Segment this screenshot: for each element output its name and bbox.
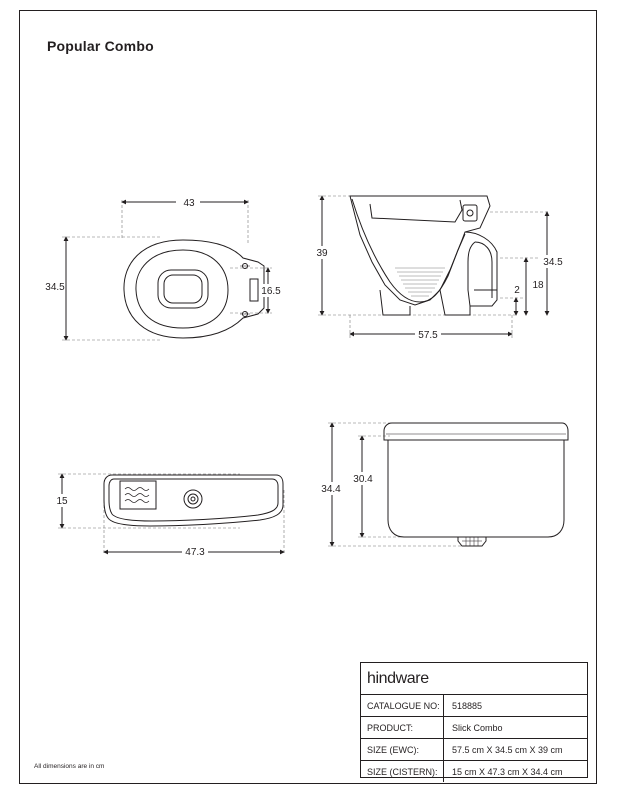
title-block-row (361, 761, 587, 782)
dim-cistern-depth: 15 (56, 496, 68, 507)
ewc-top-dimensions (45, 195, 282, 297)
dimensions-note: All dimensions are in cm (34, 763, 105, 770)
ewc-top-view (62, 200, 272, 340)
title-block-row (361, 695, 587, 717)
dim-cistern-inner: 30.4 (353, 474, 373, 485)
row-value: 57.5 cm X 34.5 cm X 39 cm (452, 744, 563, 755)
dim-top-outlet: 16.5 (261, 286, 281, 297)
dim-side-outlet-low: 18 (532, 280, 544, 291)
title-block-row (361, 739, 587, 761)
row-label: SIZE (EWC): (361, 739, 444, 760)
row-value: 518885 (452, 700, 483, 711)
dim-cistern-width: 47.3 (185, 547, 205, 558)
dim-top-width: 43 (183, 198, 195, 209)
ewc-side-dimensions (314, 246, 566, 341)
dim-top-depth: 34.5 (45, 282, 65, 293)
row-value: Slick Combo (452, 722, 503, 733)
dim-side-outlet-height: 34.5 (543, 257, 563, 268)
dim-side-height: 39 (316, 248, 328, 259)
title-block-row (361, 717, 587, 739)
row-value: 15 cm X 47.3 cm X 34.4 cm (452, 766, 563, 777)
brand-logo: hindware (361, 663, 587, 695)
dim-cistern-height: 34.4 (321, 484, 341, 495)
cistern-front-dimensions (317, 472, 377, 495)
page-title: Popular Combo (47, 38, 154, 54)
cistern-top-view (58, 474, 284, 555)
row-label: SIZE (CISTERN): (361, 761, 444, 782)
row-label: CATALOGUE NO: (361, 695, 444, 716)
row-label: PRODUCT: (361, 717, 444, 738)
ewc-side-view (318, 196, 550, 338)
dim-side-outlet-gap: 2 (514, 285, 520, 296)
title-block (360, 662, 588, 778)
dim-side-length: 57.5 (418, 330, 438, 341)
